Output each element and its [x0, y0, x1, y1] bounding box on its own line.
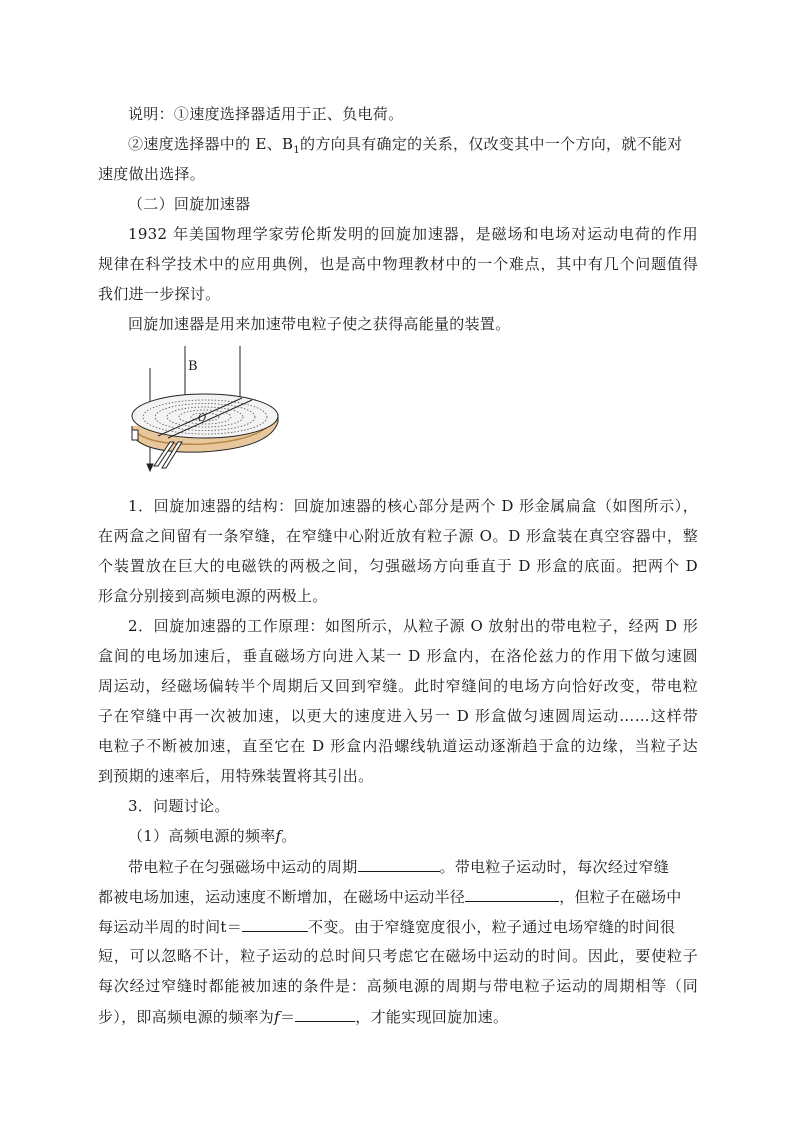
principle-line-4: 子在窄缝中再一次被加速，以更大的速度进入另一 D 形盒做匀速圆周运动……这样带	[98, 707, 698, 725]
note-line-1: 说明：①速度选择器适用于正、负电荷。	[128, 105, 404, 123]
discussion-line-1: 带电粒子在匀强磁场中运动的周期 。带电粒子运动时，每次经过窄缝	[128, 858, 670, 876]
principle-line-6: 到预期的速率后，用特殊装置将其引出。	[98, 767, 374, 785]
half-period-blank[interactable]	[242, 916, 308, 932]
structure-line-4: 形盒分别接到高频电源的两极上。	[98, 587, 328, 605]
section-heading-cyclotron: （二）回旋加速器	[128, 195, 251, 213]
para2-line-1: 回旋加速器是用来加速带电粒子使之获得高能量的装置。	[128, 315, 511, 333]
principle-line-2: 盒间的电场加速后，垂直磁场方向进入某一 D 形盒内，在洛伦兹力的作用下做匀速圆	[98, 647, 698, 665]
discussion-line-4: 短，可以忽略不计，粒子运动的总时间只考虑它在磁场中运动的时间。因此，要使粒子	[98, 947, 698, 965]
note-line-3: 速度做出选择。	[98, 165, 206, 183]
frequency-blank[interactable]	[295, 1006, 355, 1022]
discussion-heading: 3．问题讨论。	[128, 797, 230, 815]
note-line-2: ②速度选择器中的 E、$B_1$的方向具有确定的关系，仅改变其中一个方向，就不能对	[128, 135, 683, 156]
para1-line-3: 我们进一步探讨。	[98, 285, 221, 303]
field-label-b: B	[188, 359, 198, 374]
principle-line-3: 周运动，经磁场偏转半个周期后又回到窄缝。此时窄缝间的电场方向恰好改变，带电粒	[98, 677, 698, 695]
source-label-o: O	[198, 413, 207, 424]
para1-line-1: 1932 年美国物理学家劳伦斯发明的回旋加速器，是磁场和电场对运动电荷的作用	[128, 225, 698, 243]
frequency-subheading: （1）高频电源的频率f。	[128, 827, 297, 845]
para1-line-2: 规律在科学技术中的应用典例，也是高中物理教材中的一个难点，其中有几个问题值得	[98, 255, 698, 273]
structure-line-1: 1．回旋加速器的结构：回旋加速器的核心部分是两个 D 形金属扁盒（如图所示），	[128, 497, 698, 515]
discussion-line-6: 步），即高频电源的频率为f＝ ，才能实现回旋加速。	[98, 1008, 509, 1026]
discussion-line-3: 每运动半周的时间t＝ 不变。由于窄缝宽度很小，粒子通过电场窄缝的时间很	[98, 918, 676, 936]
principle-line-5: 电粒子不断被加速，直至它在 D 形盒内沿螺线轨道运动逐渐趋于盒的边缘，当粒子达	[98, 737, 698, 755]
principle-line-1: 2．回旋加速器的工作原理：如图所示，从粒子源 O 放射出的带电粒子，经两 D 形	[128, 617, 698, 635]
structure-line-2: 在两盒之间留有一条窄缝，在窄缝中心附近放有粒子源 O。D 形盒装在真空容器中，整	[98, 527, 698, 545]
cyclotron-diagram	[122, 338, 290, 476]
discussion-line-2: 都被电场加速，运动速度不断增加，在磁场中运动半径 ，但粒子在磁场中	[98, 888, 682, 906]
structure-line-3: 个装置放在巨大的电磁铁的两极之间，匀强磁场方向垂直于 D 形盒的底面。把两个 D	[98, 557, 698, 575]
radius-blank[interactable]	[465, 886, 559, 902]
period-blank[interactable]	[358, 856, 440, 872]
discussion-line-5: 每次经过窄缝时都能被加速的条件是：高频电源的周期与带电粒子运动的周期相等（同	[98, 977, 698, 995]
